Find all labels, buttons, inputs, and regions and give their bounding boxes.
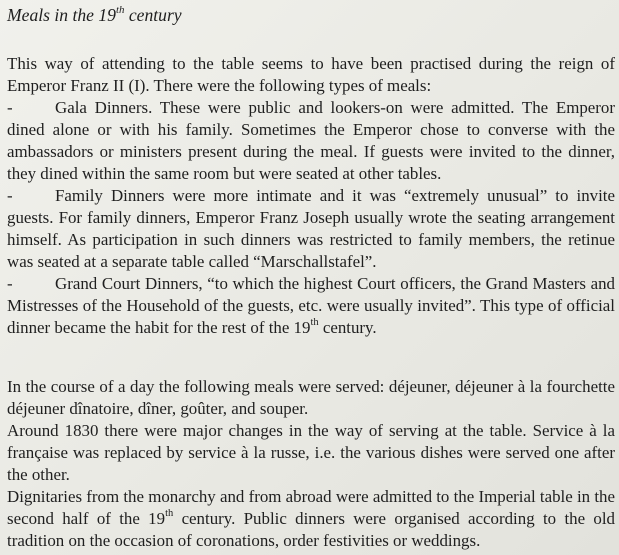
section-daily-meals [7, 376, 615, 552]
serving-changes-paragraph: Around 1830 there were major changes in the way of serving at the table. Service à la française was replaced by service à la russe, i.e. the various dishes were served one after the other. [7, 421, 615, 484]
title-superscript: th [115, 4, 125, 17]
bullet-family-dinners [7, 185, 615, 273]
intro-paragraph: This way of attending to the table seems to have been practised during the reign of Emperor Franz II (I). There were the following types of meals: [7, 54, 615, 95]
bullet-dash: - [7, 186, 13, 205]
daily-meals-paragraph: In the course of a day the following meals were served: déjeuner, déjeuner à la fourchette déjeuner dînatoire, dîner, goûter, and souper. [7, 377, 615, 418]
bullet-dash: - [7, 98, 13, 117]
bullet-text: Family Dinners were more intimate and it was “extremely unusual” to invite guests. For family dinners, Emperor Franz Joseph usually wrote the seating arrangement himself. As participation in such dinners was restricted to family members, the retinue was seated at a separate table called “Marschallstafel”. [7, 186, 615, 271]
bullet-gala-dinners [7, 97, 615, 185]
page-title [7, 4, 182, 26]
title-text: Meals in the 19 [7, 5, 116, 25]
bullet-grand-court-dinners [7, 273, 615, 339]
dignitaries-paragraph [7, 486, 615, 552]
title-suffix: century [124, 5, 182, 25]
dignitaries-superscript: th [165, 508, 174, 520]
dignitaries-text-end: century. Public dinners were organised according to the old tradition on the occasion of coronations, order festivities or weddings. [7, 509, 615, 550]
bullet-text: Gala Dinners. These were public and lookers-on were admitted. The Emperor dined alone or with his family. Sometimes the Emperor chose to converse with the ambassadors or ministers present during the meal. If guests were invited to the dinner, they dined within the same room but were seated at other tables. [7, 98, 615, 183]
section-meal-types [7, 53, 615, 339]
bullet-dash: - [7, 274, 13, 293]
bullet-superscript: th [310, 317, 319, 329]
bullet-text-end: century. [318, 318, 377, 337]
dignitaries-text: Dignitaries from the monarchy and from abroad were admitted to the Imperial table in the second half of the 19 [7, 487, 615, 528]
bullet-text: Grand Court Dinners, “to which the highest Court officers, the Grand Masters and Mistresses of the Household of the guests, etc. were usually invited”. This type of official dinner became the habit for the rest of the 19 [7, 274, 615, 337]
